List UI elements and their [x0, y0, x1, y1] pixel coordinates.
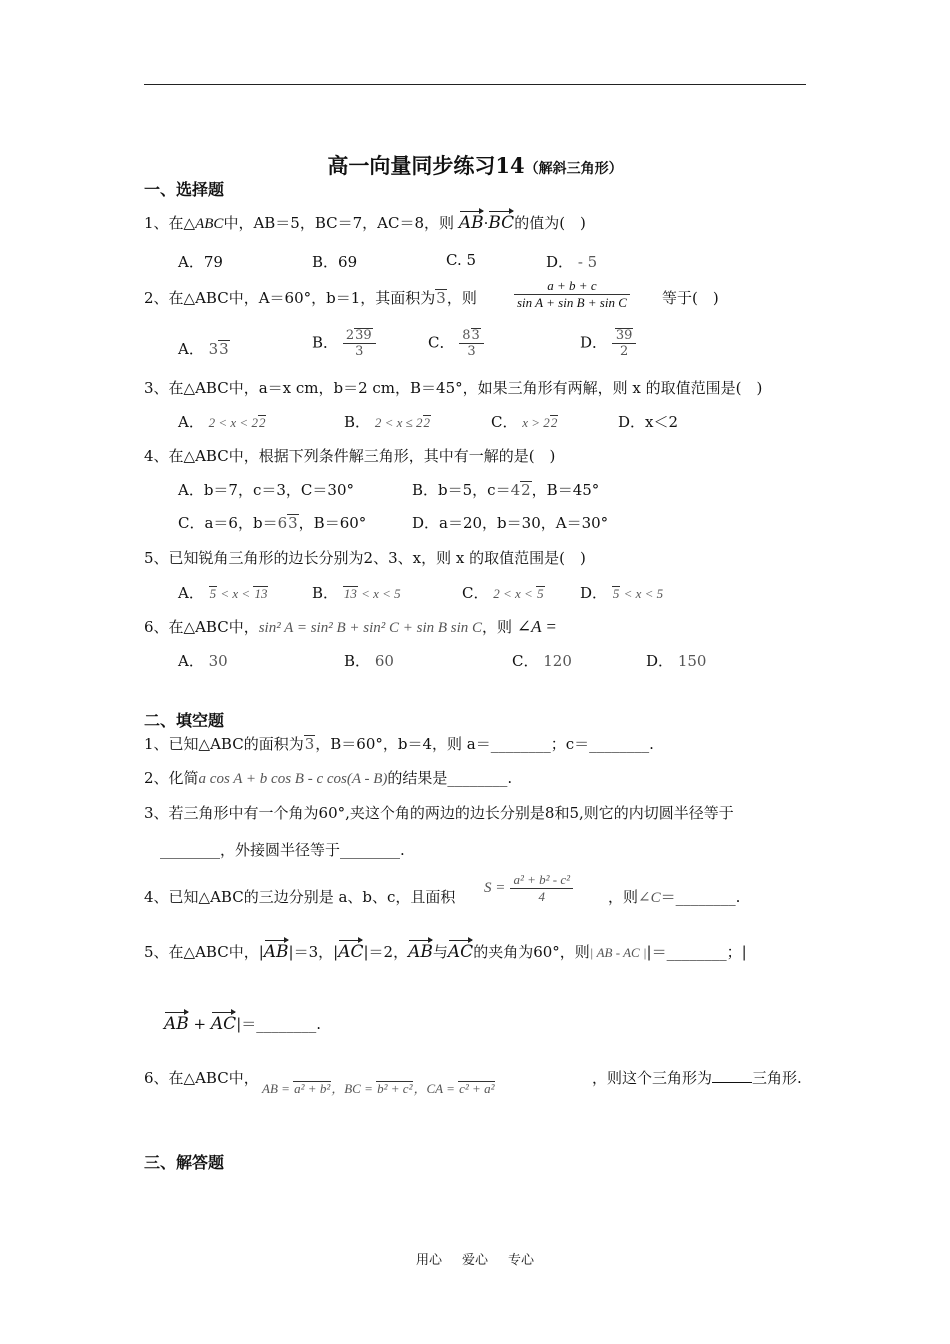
fill-4-tail: ，则∠C＝________. — [608, 888, 741, 906]
fill-3-line1: 3、若三角形中有一个角为60°,夹这个角的两边的边长分别是8和5,则它的内切圆半径等于 — [144, 804, 734, 822]
vector-ab: AB — [458, 213, 484, 233]
q2-option-b: B． $\frac{239}{3}$ — [312, 328, 376, 359]
page-title — [0, 150, 950, 180]
q6-option-c: C． 120 — [512, 652, 572, 670]
question-2: 2、在△ABC中，A＝60°，b＝1，其面积为3，则 — [144, 289, 477, 307]
header-rule — [144, 84, 806, 85]
q6-option-a: A． 30 — [178, 652, 228, 670]
question-4: 4、在△ABC中，根据下列条件解三角形，其中有一解的是( ) — [144, 447, 556, 465]
q4-option-a: A．b＝7，c＝3，C＝30° — [178, 481, 354, 499]
question-3: 3、在△ABC中，a＝x cm，b＝2 cm，B＝45°，如果三角形有两解，则 x 的取值范围是( ) — [144, 379, 763, 397]
section-fill-heading: 二、填空题 — [144, 711, 225, 730]
q1-option-a: A．79 — [178, 253, 223, 271]
q3-option-d: D．x＜2 — [618, 413, 679, 431]
fill-4-formula: S = $\frac{\text{a² + b² - c²}}{4}$ — [484, 872, 573, 905]
q4-option-b: B．b＝5，c＝42，B＝45° — [412, 481, 600, 499]
q2-fraction: $\frac{a + b + c}{\text{sin A + sin B + sin C}}$ — [514, 278, 630, 311]
title-text: 高一向量同步练习14 — [327, 153, 525, 178]
q1-option-c: C. 5 — [446, 251, 477, 269]
fill-6-tail: ，则这个三角形为 三角形. — [592, 1069, 802, 1087]
q3-option-a: A． 2 < x < 22 — [178, 413, 266, 431]
q4-option-d: D．a＝20，b＝30，A＝30° — [412, 514, 609, 532]
q1-option-d: D． - 5 — [546, 253, 598, 271]
fill-5-line2: AB + AC|＝________. — [164, 1014, 322, 1034]
section-answer-heading: 三、解答题 — [144, 1153, 225, 1172]
q1-option-b: B．69 — [312, 253, 358, 271]
fill-4: 4、已知△ABC的三边分别是 a、b、c，且面积 — [144, 888, 456, 906]
question-5: 5、已知锐角三角形的边长分别为2、3、x，则 x 的取值范围是( ) — [144, 549, 586, 567]
fill-1: 1、已知△ABC的面积为3，B＝60°，b＝4，则 a＝________；c＝________. — [144, 735, 654, 753]
q5-option-d: D． 5 < x < 5 — [580, 584, 664, 602]
q5-option-b: B． 13 < x < 5 — [312, 584, 401, 602]
fill-3-line2: ________，外接圆半径等于________. — [160, 841, 405, 859]
page-footer: 用心 爱心 专心 — [415, 1253, 535, 1268]
fill-6: 6、在△ABC中， — [144, 1069, 259, 1087]
q3-option-b: B． 2 < x ≤ 22 — [344, 413, 430, 431]
q2-tail: 等于( ) — [662, 289, 719, 307]
fill-2: 2、化简a cos A + b cos B - c cos(A - B)的结果是________. — [144, 769, 513, 787]
q5-option-a: A． 5 < x < 13 — [178, 584, 268, 602]
q2-option-a: A． 33 — [178, 340, 229, 358]
title-subtitle: （解斜三角形） — [524, 161, 623, 177]
q2-option-d: D． $\frac{39}{2}$ — [580, 328, 636, 359]
q5-option-c: C． 2 < x < 5 — [462, 584, 544, 602]
fill-6-formulas: AB = a² + b²，BC = b² + c²，CA = c² + a² — [262, 1081, 495, 1096]
q6-option-d: D． 150 — [646, 652, 707, 670]
question-1: 1、在△ABC中，AB＝5，BC＝7，AC＝8，则 AB·BC的值为( ) — [144, 213, 586, 233]
q3-option-c: C． x > 22 — [491, 413, 558, 431]
question-6: 6、在△ABC中，sin² A = sin² B + sin² C + sin B sin C，则 ∠A = — [144, 617, 557, 636]
section-choice-heading: 一、选择题 — [144, 180, 225, 199]
q4-option-c: C．a＝6，b＝63，B＝60° — [178, 514, 367, 532]
q2-option-c: C． $\frac{83}{3}$ — [428, 328, 484, 359]
fill-5: 5、在△ABC中，|AB|＝3，|AC|＝2，AB与AC的夹角为60°，则| AB - AC ||＝________；| — [144, 942, 747, 962]
q6-option-b: B． 60 — [344, 652, 394, 670]
vector-bc: BC — [488, 213, 515, 233]
